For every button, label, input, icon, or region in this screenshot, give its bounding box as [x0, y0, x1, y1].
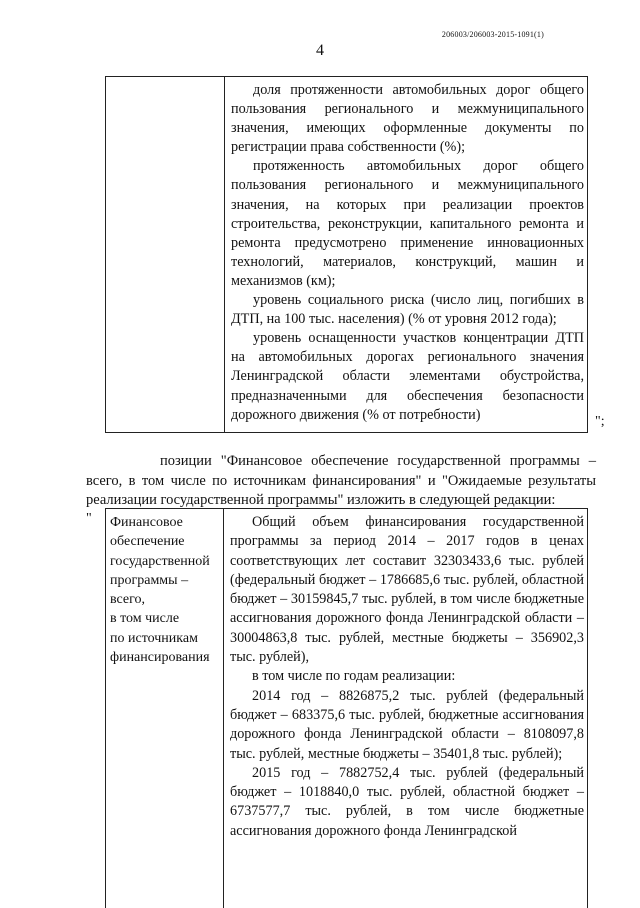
table-1-paragraph: уровень социального риска (число лиц, погибших в ДТП, на 100 тыс. населения) (% от уровня 2012 года);: [231, 292, 584, 328]
table-2-right-cell: [224, 509, 587, 908]
table-2-left-line: в том числе: [110, 611, 180, 627]
closing-quote: ";: [595, 414, 605, 429]
table-2-left-line: финансирования: [110, 650, 210, 666]
table-1-left-cell: [106, 77, 225, 432]
opening-quote: ": [86, 511, 92, 526]
document-id: 206003/206003-2015-1091(1): [441, 30, 544, 39]
table-2-left-line: программы –: [110, 572, 189, 588]
table-2: [105, 508, 588, 908]
table-2-paragraph: Общий объем финансирования государственной программы за период 2014 – 2017 годов в ценах соответствующих лет составит 32303433,6 тыс. рублей (федеральный бюджет – 1786685,6 тыс. рублей, областной бюджет – 30159845,7 тыс. рублей, в том числе бюджетные ассигнования дорожного фонда Ленинградской области – 30004863,8 тыс. рублей, местные бюджеты – 356902,3 тыс. рублей),: [230, 514, 584, 666]
table-2-paragraph: 2015 год – 7882752,4 тыс. рублей (федеральный бюджет – 1018840,0 тыс. рублей, областной бюджет – 6737577,7 тыс. рублей, в том числе бюджетные ассигнования дорожного фонда Ленинградской: [230, 764, 584, 839]
table-1-right-cell: [225, 77, 587, 432]
table-2-left-cell: [106, 509, 224, 908]
table-1-paragraph: протяженность автомобильных дорог общего пользования регионального и межмуниципального значения, на которых при реализации проектов строительства, реконструкции, капитального ремонта и ремонта предусмотрено применение инновационных технологий, материалов, конструкций, машин и механизмов (км);: [231, 158, 584, 289]
table-2-left-line: Финансовое: [110, 515, 183, 530]
page-number: 4: [316, 42, 324, 59]
table-2-left-line: по источникам: [110, 630, 198, 646]
table-1-paragraph: доля протяженности автомобильных дорог общего пользования регионального и межмуниципального значения, имеющих оформленные документы по регистрации права собственности (%);: [231, 82, 584, 156]
table-2-left-line: всего,: [110, 592, 146, 608]
table-2-paragraph: в том числе по годам реализации:: [252, 668, 456, 685]
table-2-left-line: государственной: [110, 553, 210, 569]
body-paragraph: [86, 452, 596, 511]
table-1: [105, 76, 588, 433]
table-2-paragraph: 2014 год – 8826875,2 тыс. рублей (федеральный бюджет – 683375,6 тыс. рублей, бюджетные ассигнования дорожного фонда Ленинградской области – 8108097,8 тыс. рублей, местные бюджеты – 35401,8 тыс. рублей);: [230, 687, 584, 762]
table-1-paragraph: уровень оснащенности участков концентрации ДТП на автомобильных дорогах регионального значения Ленинградской области элементами обустройства, предназначенными для обеспечения безопасности дорожного движения (% от потребности): [231, 330, 584, 423]
table-2-left-line: обеспечение: [110, 534, 185, 550]
body-paragraph-text: позиции "Финансовое обеспечение государственной программы – всего, в том числе по источникам финансирования" и "Ожидаемые результаты реализации государственной программы" изложить в следующей редакции:: [86, 453, 596, 508]
